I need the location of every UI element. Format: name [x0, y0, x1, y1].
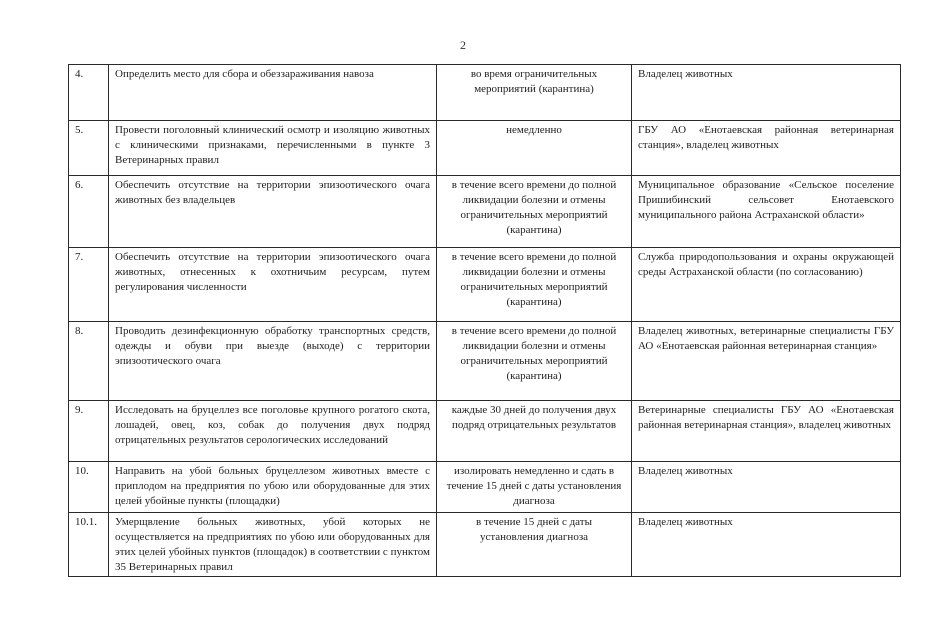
measure-description: Проводить дезинфекционную обработку транспортных средств, одежды и обуви при выезде (выходе) с территории эпизоотического очага — [109, 322, 437, 401]
measure-deadline: в течение всего времени до полной ликвидации болезни и отмены ограничительных мероприятий (карантина) — [437, 322, 632, 401]
table-row — [69, 248, 901, 322]
page-number: 2 — [460, 38, 466, 52]
measure-deadline: во время ограничительных мероприятий (карантина) — [437, 65, 632, 121]
measure-responsible: ГБУ АО «Енотаевская районная ветеринарная станция», владелец животных — [632, 121, 901, 176]
measure-deadline: в течение всего времени до полной ликвидации болезни и отмены ограничительных мероприятий (карантина) — [437, 248, 632, 322]
measure-deadline: в течение 15 дней с даты установления диагноза — [437, 513, 632, 577]
measure-responsible: Владелец животных — [632, 513, 901, 577]
row-number: 10. — [69, 462, 109, 513]
row-number: 9. — [69, 401, 109, 462]
measure-description: Умерщвление больных животных, убой которых не осуществляется на предприятиях по убою или оборудованных для этих целей убойных пунктов (площадок) в соответствии с пунктом 35 Ветеринарных правил — [109, 513, 437, 577]
row-number: 4. — [69, 65, 109, 121]
measure-responsible: Владелец животных — [632, 462, 901, 513]
measure-deadline: каждые 30 дней до получения двух подряд отрицательных результатов — [437, 401, 632, 462]
row-number: 5. — [69, 121, 109, 176]
measures-table — [68, 64, 901, 577]
measure-description: Направить на убой больных бруцеллезом животных вместе с приплодом на предприятия по убою или оборудованные для этих целей убойные пункты (площадки) — [109, 462, 437, 513]
measure-responsible: Ветеринарные специалисты ГБУ АО «Енотаевская районная ветеринарная станция», владелец животных — [632, 401, 901, 462]
measure-description: Провести поголовный клинический осмотр и изоляцию животных с клиническими признаками, перечисленными в пункте 3 Ветеринарных правил — [109, 121, 437, 176]
measure-deadline: в течение всего времени до полной ликвидации болезни и отмены ограничительных мероприятий (карантина) — [437, 176, 632, 248]
measure-description: Исследовать на бруцеллез все поголовье крупного рогатого скота, лошадей, овец, коз, собак до получения двух подряд отрицательных результатов серологических исследований — [109, 401, 437, 462]
table-row — [69, 513, 901, 577]
measure-responsible: Владелец животных — [632, 65, 901, 121]
measure-description: Обеспечить отсутствие на территории эпизоотического очага животных без владельцев — [109, 176, 437, 248]
table-row — [69, 322, 901, 401]
row-number: 7. — [69, 248, 109, 322]
table-row — [69, 121, 901, 176]
measure-deadline: немедленно — [437, 121, 632, 176]
table-row — [69, 462, 901, 513]
table-row — [69, 65, 901, 121]
measure-responsible: Муниципальное образование «Сельское поселение Пришибинский сельсовет Енотаевского муниципального района Астраханской области» — [632, 176, 901, 248]
row-number: 8. — [69, 322, 109, 401]
measure-description: Определить место для сбора и обеззараживания навоза — [109, 65, 437, 121]
measure-responsible: Владелец животных, ветеринарные специалисты ГБУ АО «Енотаевская районная ветеринарная станция» — [632, 322, 901, 401]
table-row — [69, 401, 901, 462]
row-number: 6. — [69, 176, 109, 248]
table-row — [69, 176, 901, 248]
measure-description: Обеспечить отсутствие на территории эпизоотического очага животных, отнесенных к охотничьим ресурсам, путем регулирования численности — [109, 248, 437, 322]
row-number: 10.1. — [69, 513, 109, 577]
measure-responsible: Служба природопользования и охраны окружающей среды Астраханской области (по согласованию) — [632, 248, 901, 322]
measure-deadline: изолировать немедленно и сдать в течение 15 дней с даты установления диагноза — [437, 462, 632, 513]
